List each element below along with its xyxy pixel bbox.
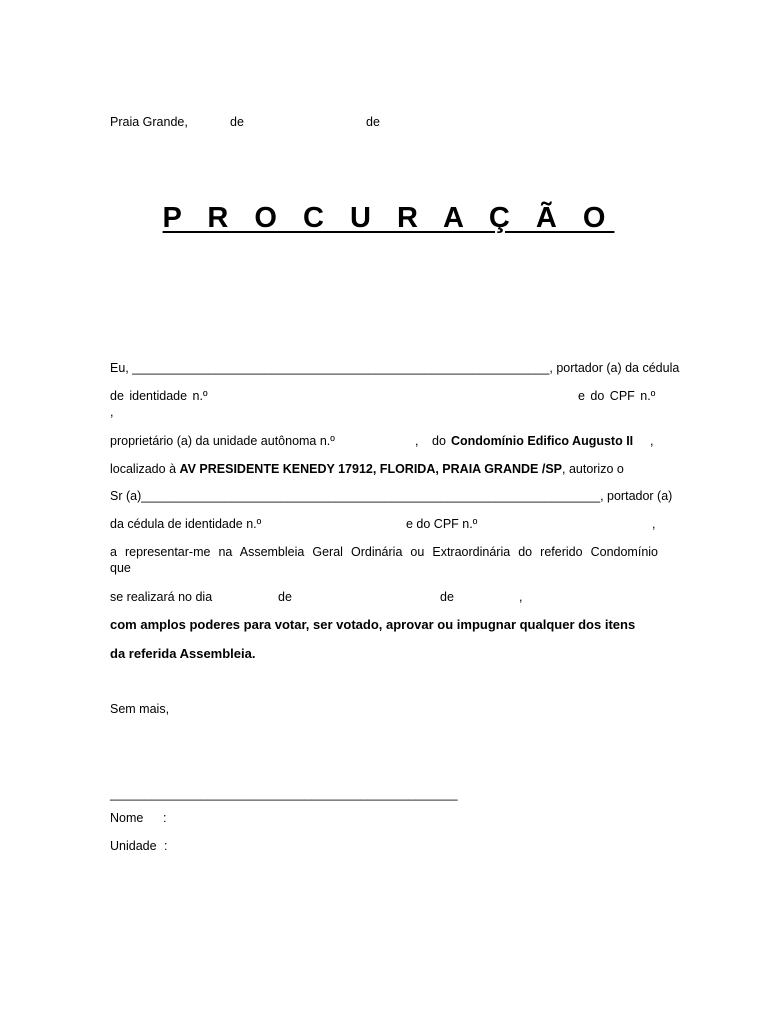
- header-de-2: de: [366, 115, 380, 129]
- proxy-line: [110, 488, 672, 504]
- document-title: [0, 200, 768, 236]
- portador-text: , portador (a) da cédula: [549, 361, 680, 375]
- line6-comma: ,: [652, 517, 656, 531]
- name-blank: ____________________________________________________________: [132, 361, 550, 375]
- header-city: Praia Grande,: [110, 115, 188, 129]
- signature-line: __________________________________________________: [110, 787, 458, 801]
- condo-name: Condomínio Edifico Augusto II: [451, 434, 634, 448]
- sr-label: Sr (a): [110, 489, 142, 503]
- body-line-1: [110, 360, 679, 376]
- unit-comma: ,: [415, 434, 419, 448]
- condo-address: AV PRESIDENTE KENEDY 17912, FLORIDA, PRAIA GRANDE /SP: [179, 462, 562, 476]
- powers-line-2: da referida Assembleia.: [110, 646, 256, 661]
- line2-comma: ,: [110, 405, 114, 419]
- header-de-1: de: [230, 115, 244, 129]
- address-line: [110, 461, 624, 477]
- do-label: do: [432, 434, 446, 448]
- document-title-text: P R O C U R A Ç Ã O: [162, 202, 615, 234]
- identity-label: de identidade n.º: [110, 389, 208, 403]
- proxy-portador-text: , portador (a): [600, 489, 673, 503]
- condo-comma: ,: [650, 434, 654, 448]
- cpf-label-2: e do CPF n.º: [406, 517, 478, 531]
- unidade-colon: :: [164, 839, 168, 853]
- proxy-name-blank: __________________________________________________________________: [141, 489, 601, 503]
- closing-text: Sem mais,: [110, 702, 170, 716]
- representation-text: a representar-me na Assembleia Geral Ordinária ou Extraordinária do referido Condomínio: [110, 545, 658, 559]
- meeting-comma: ,: [519, 590, 523, 604]
- localizado-label: localizado à: [110, 462, 177, 476]
- autorizo-text: , autorizo o: [562, 462, 624, 476]
- nome-label: Nome: [110, 811, 144, 825]
- proxy-identity-label: da cédula de identidade n.º: [110, 517, 262, 531]
- meeting-de-2: de: [440, 590, 454, 604]
- unit-label: proprietário (a) da unidade autônoma n.º: [110, 434, 335, 448]
- meeting-de-1: de: [278, 590, 292, 604]
- eu-label: Eu,: [110, 361, 129, 375]
- nome-colon: :: [163, 811, 167, 825]
- unidade-label: Unidade: [110, 839, 157, 853]
- que-text: que: [110, 561, 131, 575]
- powers-line-1: com amplos poderes para votar, ser votado, aprovar ou impugnar qualquer dos itens: [110, 617, 636, 632]
- meeting-date-label: se realizará no dia: [110, 590, 213, 604]
- cpf-label-1: e do CPF n.º: [578, 389, 656, 403]
